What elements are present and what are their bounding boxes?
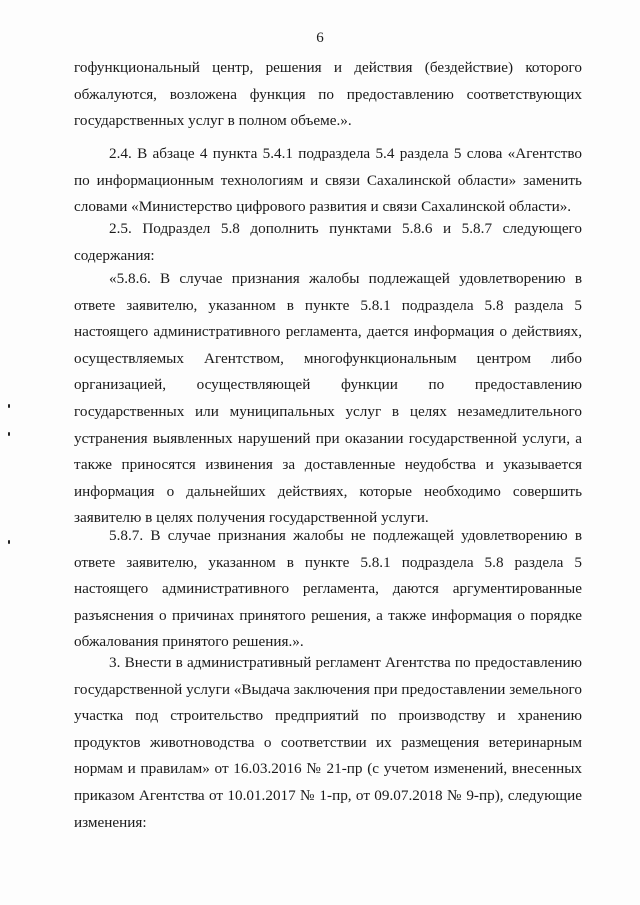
paragraph-3: 3. Внести в административный регламент Агентства по предоставлению государственной услуги «Выдача заключения при предоставлении земельного участка под строительство предприятий по производству и хранению продуктов животноводства о соответствии их размещения ветеринарным нормам и правилам» от 16.03.2016 № 21-пр (с учетом изменений, внесенных приказом Агентства от 10.01.2017 № 1-пр, от 09.07.2018 № 9-пр), следующие изменения: <box>74 654 582 831</box>
scan-speck <box>8 404 10 408</box>
paragraph-continuation: гофункциональный центр, решения и действия (бездействие) которого обжалуются, возложена функция по предоставлению соответствующих государственных услуг в полном объеме.». <box>74 59 582 130</box>
paragraph-5-8-7: 5.8.7. В случае признания жалобы не подлежащей удовлетворению в ответе заявителю, указанном в пункте 5.8.1 подраздела 5.8 раздела 5 настоящего административного регламента, даются аргументированные разъяснения о причинах принятого решения, а также информация о порядке обжалования принятого решения.». <box>74 527 582 651</box>
paragraph-2-5: 2.5. Подраздел 5.8 дополнить пунктами 5.8.6 и 5.8.7 следующего содержания: <box>74 220 582 264</box>
scan-speck <box>8 540 10 544</box>
paragraph-5-8-6: «5.8.6. В случае признания жалобы подлежащей удовлетворению в ответе заявителю, указанном в пункте 5.8.1 подраздела 5.8 раздела 5 настоящего административного регламента, дается информация о действиях, осуществляемых Агентством, многофункциональным центром либо организацией, осуществляющей функции по предоставлению государственных или муниципальных услуг в целях незамедлительного устранения выявленных нарушений при оказании государственной услуги, а также приносятся извинения за доставленные неудобства и указывается информация о дальнейших действиях, которые необходимо совершить заявителю в целях получения государственной услуги. <box>74 270 582 527</box>
page-number: 6 <box>316 30 324 46</box>
scan-speck <box>8 432 10 436</box>
paragraph-2-4: 2.4. В абзаце 4 пункта 5.4.1 подраздела 5.4 раздела 5 слова «Агентство по информационным технологиям и связи Сахалинской области» заменить словами «Министерство цифрового развития и связи Сахалинской области». <box>74 145 582 216</box>
